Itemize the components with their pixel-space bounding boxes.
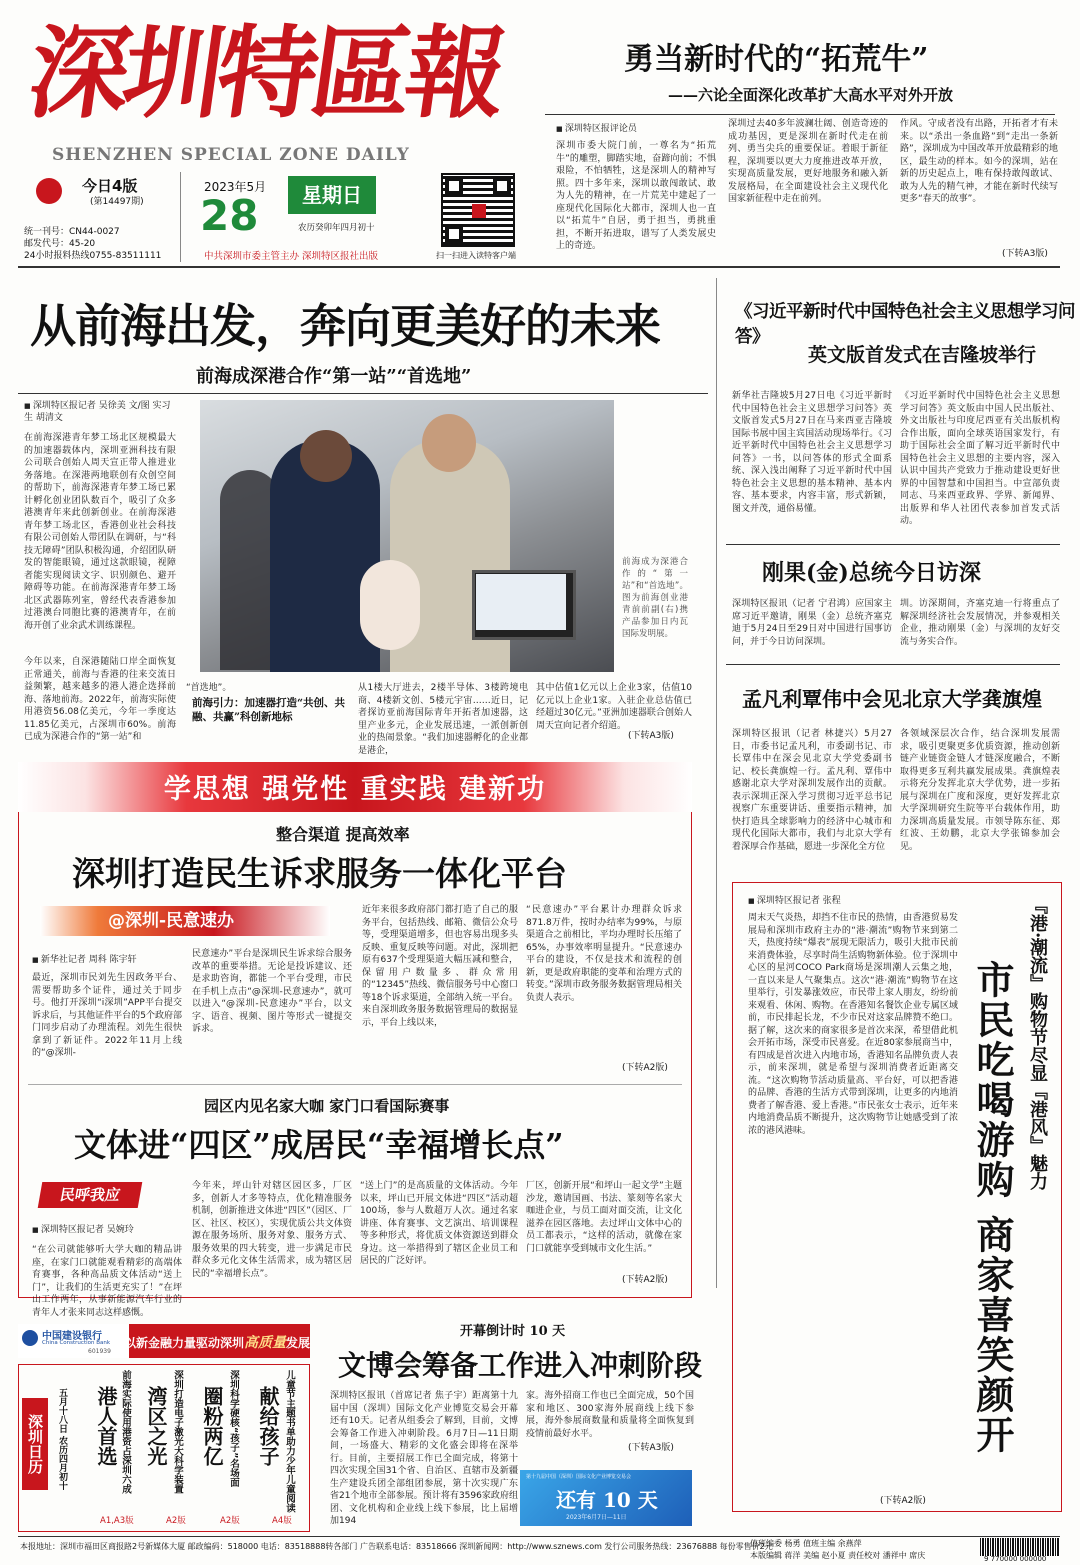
index-item-4-page: A4版 [272,1516,292,1526]
culture-col1: “在公司就能够听大学大咖的精品讲座，在家门口就能观看精彩的高端体育赛事，各种高品质文体活动“送上门”，让我们的生活更充实了！”在坪山工作两年，从事新能源汽车行业的青年人才张来同志这样感慨。 [32,1245,182,1318]
index-label: 深圳日历 [22,1398,48,1490]
culture-title: 文体进“四区”成居民“幸福增长点” [74,1126,564,1164]
footer-staff-2: 本版编辑 蒋洋 美编 赵小夏 责任校对 潘祥中 席庆 [750,1551,926,1560]
shopping-continued: (下转A2版) [880,1496,926,1506]
photo-caption: 前海成为深港合作的“第一站”和“首选地”。图为前海创业港青前前副(右)携产品参加日内瓦国际发明展。 [622,557,688,639]
expo-kicker: 开幕倒计时 10 天 [460,1324,566,1339]
divider [716,278,717,1288]
hotline: 24小时报料热线0755-83511111 [24,251,162,261]
culture-kicker: 园区内见名家大咖 家门口看国际赛事 [204,1097,450,1115]
lead-continued: (下转A3版) [628,731,674,741]
book-subtitle: 英文版首发式在吉隆坡举行 [808,344,1037,366]
expo-poster-main: 还有 10 天 [556,1488,658,1512]
lunar-date: 农历癸卯年四月初十 [298,223,375,233]
service-title: 深圳打造民生诉求服务一体化平台 [72,854,567,893]
divider [18,266,1060,268]
congo-title: 刚果(金)总统今日访深 [762,560,981,586]
index-item-4-title[interactable]: 献给孩子 [256,1386,280,1466]
service-badge: @深圳-民意速办 [40,906,330,936]
bank-slogan-text: 以新金融力量驱动深圳 [124,1336,245,1350]
edition-label: 今日4版 [82,177,138,195]
culture-continued: (下转A2版) [622,1275,668,1285]
shopping-byline: ■ 深圳特区报记者 张程 [748,893,841,906]
bank-name: 中国建设银行 [42,1331,102,1342]
footer-staff-1: 值班编委 杨勇 值班主编 余燕萍 [750,1539,862,1548]
lead-col4: 其中估值1亿元以上企业3家，估值10亿元以上企业1家。入驻企业总估值已经超过30亿元。”亚洲加速器联合创始人周天宣向记者介绍道。 [536,683,692,731]
theme-banner-text: 学思想 强党性 重实践 建新功 [163,774,547,805]
bank-slogan-end: 发展 [286,1336,311,1350]
editorial-col2: 深圳过去40多年波澜壮阔、创造奇迹的成功基因，更是深圳在新时代走在前列、勇当尖兵的重要保证。着眼于新征程，深圳要以更大力度推进改革开放，实现高质量发展，更好地服务和融入新发展格局，在全面建设社会主义现代化国家新征程中走在前列。 [728,119,888,204]
cn-number: 统一刊号：CN44-0027 [24,227,120,237]
bank-stock-code: 601939 [88,1348,111,1355]
editorial-col3: 作风。守成者没有出路，开拓者才有未来。以“杀出一条血路”到“走出一条新路”，深圳成为中国改革开放最精彩的地区，最生动的样本。如今的深圳，站在新的历史起点上，唯有保持敢闯敢试、敢为人先的精气神，才能在新时代续写更多“春天的故事”。 [900,119,1058,204]
culture-badge: 民呼我应 [38,1182,143,1208]
bank-logo-icon [22,1330,38,1346]
expo-poster-top: 第十九届中国（深圳）国际文化产业博览交易会 [526,1474,632,1480]
pku-title: 孟凡利覃伟中会见北京大学龚旗煌 [742,687,1042,711]
barcode-number: 9 770000 000000 [984,1555,1047,1563]
culture-col3: “送上门”的是高质量的文体活动。今年以来，坪山已开展文体进“四区”活动超100场，参与人数超万人次。通过名家讲座、体育赛事、文艺演出、培训课程等多种形式，将优质文体资源送到群众身边。这一举措得到了辖区企业员工和居民的广泛好评。 [360,1181,518,1266]
lead-title: 从前海出发，奔向更美好的未来 [30,299,660,353]
index-item-1-title[interactable]: 港人首选 [94,1386,118,1466]
lead-subtitle: 前海成深港合作“第一站”“首选地” [196,366,472,387]
divider [726,664,1060,665]
bank-name-en: China Construction Bank [42,1340,111,1346]
qr-code-icon[interactable] [441,173,515,247]
bank-slogan [124,1332,310,1352]
index-item-1-page: A1,A3版 [100,1516,134,1526]
divider [726,544,1060,545]
culture-byline: ■ 深圳特区报记者 吴婉玲 [32,1222,134,1235]
index-item-4-sub: 儿童节主题书单助力少年儿童阅读 [284,1370,295,1513]
service-col3: 近年来很多政府部门都打造了自己的服务平台，包括热线、邮箱、微信公众号等，受理渠道增多，但也容易出现多头反映、重复反映等问题。对此，深圳把原有637个受理渠道大幅压减和整合，保留用户数量多、群众常用的“12345”热线、微信服务号中心窗口等18个诉求渠道，全部纳入统一平台。来自深圳政务服务数据管理局的数据显示，平台上线以来， [362,905,518,1028]
expo-poster-date: 2023年6月7日—11日 [566,1514,627,1521]
index-item-2-sub: 深圳打造电子激光大科学装置 [172,1370,183,1494]
congo-col1: 深圳特区报讯（记者 宁君鸿）应国家主席习近平邀请，刚果（金）总统齐塞克迪于5月24日至29日对中国进行国事访问，并于今日访问深圳。 [732,599,892,647]
lead-byline: ■ 深圳特区报记者 吴徐美 文/图 实习生 胡清文 [24,400,174,424]
divider [18,1536,1060,1537]
lead-col1: 在前海深港青年梦工场北区规模最大的加速器载体内，深圳亚洲科技有限公司联合创始人周天宣正带人推进业务落地。在深港两地联创有众创空间的帮助下，前海深港青年梦工场已累计孵化创业团队数百个，吸引了众多港澳青年来此创新创业。在前海深港青年梦工场北区，香港创业社会科技有限公司创始人带团队在调研，与“科技无障碍”团队积极沟通，介绍团队研发的智能眼镜，通过这款眼镜，视障者能实现阅读文字、识别颜色、避开障碍等功能。在前海深港青年梦工场北区武器陈列室，曾经代表香港参加过港澳台同胞比赛的港澳青年，在前海开创了业余武术训练课程。 [24,433,176,631]
masthead-title: 深圳特區報 [21,14,509,132]
expo-continued: (下转A3版) [628,1443,674,1453]
service-col1: 最近，深圳市民刘先生因政务平台、需要帮助多个证件，通过关于同步号。他打开深圳“i深圳”APP平台提交诉求后，与其他证件平台的5个政府部门同步启动了办理流程。刘先生很快拿到了新证件。2022年11月上线的“@深圳- [32,973,182,1058]
shopping-main-title: 市民吃喝游购 商家喜笑颜开 [970,960,1015,1456]
lead-photo [200,400,614,672]
index-item-2-page: A2版 [166,1516,186,1526]
qr-caption: 扫一扫进入读特客户端 [436,251,516,260]
newspaper-logo-icon [36,178,62,204]
book-col1: 新华社吉隆坡5月27日电《习近平新时代中国特色社会主义思想学习问答》英文版首发式5月27日在马来西亚吉隆坡国际书展中国主宾国活动现场举行。《习近平新时代中国特色社会主义思想学习问答》一书，以问答体的形式全面系统、深入浅出阐释了习近平新时代中国特色社会主义思想的基本精神、基本内容、基本要求，内容丰富，形式新颖，图文并茂，通俗易懂。 [732,391,892,514]
book-col2: 《习近平新时代中国特色社会主义思想学习问答》英文版由中国人民出版社、外文出版社与印度尼西亚有关出版机构合作出版，面向全球英语国家发行，有助于国际社会全面了解习近平新时代中国特色社会主义思想的主要内容，深入认识中国共产党致力于推动建设更好世界的中国智慧和中国担当。中宣部负责同志、马来西亚政界、学界、新闻界、出版界和华人社团代表参加首发式活动。 [900,391,1060,526]
editorial-subtitle: ——六论全面深化改革扩大高水平对外开放 [668,86,954,104]
service-byline: ■ 新华社记者 周科 陈宇轩 [32,952,137,965]
lead-col3-subhead: 前海引力：加速器打造“共创、共融、共赢”科创新地标 [192,697,346,723]
index-item-3-sub: 深圳科学硬核“孩子”名场面 [228,1370,239,1487]
service-continued: (下转A2版) [622,1063,668,1073]
editorial-col1: 深圳市委大院门前，一尊名为“拓荒牛”的雕塑，脚踏实地，奋蹄向前；不惧艰险，不怕牺牲，这是深圳人的精神写照。四十多年来，深圳以敢闯敢试、敢为人先的精神，在一片荒芜中建起了一座现代化国际化大都市，深圳人也一直以“拓荒牛”自居，勇于担当，勇挑重担，不断开拓进取，谱写了人类发展史上的奇迹。 [556,141,716,251]
bank-slogan-emph: 高质量 [244,1335,287,1351]
service-col2: 民意速办”平台是深圳民生诉求综合服务改革的重要举措。无论是投诉建议、还是求助咨询，都能一个平台受理，市民在手机上点击“@深圳-民意速办”，就可以进入“@深圳-民意速办”平台，以文字、语音、视频、图片等形式一键提交诉求。 [192,949,352,1034]
barcode-icon [980,1538,1060,1556]
culture-col2: 今年来，坪山针对辖区园区多，厂区多，创新人才多等特点，优化精准服务机制，创新推进文体进“四区”（园区、厂区、社区、校区），实现优质公共文体资源在服务场所、服务对象、服务方式、服务效果的四大转变，进一步满足市民群众多元化文体生活需求，成为辖区居民的“幸福增长点”。 [192,1181,352,1279]
date-day: 28 [200,191,259,240]
service-kicker: 整合渠道 提高效率 [276,825,410,844]
editorial-byline: ■ 深圳特区报评论员 [556,121,637,134]
book-title: 《习近平新时代中国特色社会主义思想学习问答》 [735,302,1075,347]
divider [545,114,1055,115]
editorial-title: 勇当新时代的“拓荒牛” [624,42,929,77]
expo-col2: 家。海外招商工作也已全面完成，50个国家和地区、300家海外展商线上线下参展，海外参展商数量和质量将全面恢复到疫情前最好水平。 [526,1391,694,1439]
index-item-1-sub: 前海实际使用港资占深圳六成 [120,1370,131,1494]
expo-title: 文博会筹备工作进入冲刺阶段 [338,1349,703,1382]
index-date: 五月十八日 农历四月初十 [57,1388,67,1491]
index-item-2-title[interactable]: 湾区之光 [144,1386,168,1466]
index-item-3-title[interactable]: 圈粉两亿 [200,1386,224,1466]
service-col4: “民意速办”平台累计办理群众诉求871.8万件，按时办结率为99%，与原渠道合之前相比，平均办理时长压缩了65%，办事效率明显提升。“民意速办平台的建设，不仅是技术和流程的创新，更是政府职能的变革和治理方式的转变。”深圳市政务服务数据管理局相关负责人表示。 [526,905,682,1003]
divider [28,1084,682,1085]
lead-col2: 今年以来，自深港随陆口岸全面恢复正常通关，前海与香港的往来交流日益频繁，越来越多的港人港企选择前海、落地前海。2022年，前海实际使用港资56.08亿美元，今年一季度达11.85亿美元，占深圳市60%。前海已成为深港合作的“第一站”和 [24,657,176,742]
editorial-continued: (下转A3版) [1002,249,1048,259]
weekday-badge: 星期日 [288,176,376,214]
culture-col4: 厂区，创新开展“和坪山一起文学”主题沙龙，邀请国画、书法、篆刻等名家大咖进企业，与员工面对面交流，让文化滋养在园区落地。去过坪山文体中心的员工都表示，“这样的活动，就像在家门口就能享受到城市文化生活。” [526,1181,682,1254]
shopping-vertical-title: 『港·潮流』购物节尽显『港风』魅力 [1027,896,1048,1191]
lead-col3-head: “首选地”。 [186,683,232,693]
divider [18,393,708,394]
masthead-english: SHENZHEN SPECIAL ZONE DAILY [52,145,410,165]
pku-col1: 深圳特区报讯（记者 林捷兴）5月27日，市委书记孟凡利，市委副书记、市长覃伟中在深会见北京大学党委副书记、校长龚旗煌一行。孟凡利、覃伟中感谢北京大学对深圳发展作出的贡献。表示深圳正深入学习贯彻习近平总书记视察广东重要讲话、重要指示精神，加快打造具全球影响力的经济中心城市和现代化国际大都市，我们与北京大学有着深厚合作基础，愿进一步深化全方位 [732,729,892,852]
congo-col2: 圳。访深期间，齐塞克迪一行将重点了解深圳经济社会发展情况，并参观相关企业，推动刚果（金）与深圳的友好交流与务实合作。 [900,599,1060,647]
footer-address: 本报地址：深圳市福田区商报路2号新媒体大厦 邮政编码：518000 电话：83518888转各部门 广告联系电话：83518666 深圳新闻网：http://www.sznews.com 发行公司服务热线：23676888 每份零售价2元 [20,1542,773,1551]
date-year-month: 2023年5月 [204,180,267,194]
index-item-3-page: A2版 [220,1516,240,1526]
issue-number: (第14497期) [90,197,144,207]
expo-col1: 深圳特区报讯（首席记者 焦子宇）距离第十九届中国（深圳）国际文化产业博览交易会开幕还有10天。记者从组委会了解到，目前，文博会筹备工作进入冲刺阶段。6月7日—11日期间，一场盛大、精彩的文化盛会即将在深举行。目前，主要招展工作已全面完成，将第十四次实现全国31个省、自治区、直辖市及新疆生产建设兵团全部组团参展，第十次实现广东省21个地市全部参展。预计将有3596家政府组团、文化机构和企业线上线下参展，比上届增加194 [330,1391,518,1526]
pku-col2: 各领域深层次合作，结合深圳发展需求，吸引更聚更多优质资源，推动创新链产业链资金链人才链深度融合，不断取得更多互利共赢发展成果。龚旗煌表示将充分发挥北京大学优势，进一步拓展与深圳在广度和深度，更好发挥北京大学深圳研究生院等平台载体作用，助力深圳高质量发展。市领导陈东征、郑红波、王幼鹏，北京大学张锦参加会见。 [900,729,1060,852]
shopping-text: 周末天气炎热，却挡不住市民的热情，由香港贸易发展局和深圳市政府主办的“港·潮流”购物节来到第二天，热度持续“爆表”展现无限活力，吸引大批市民前来消费体验，尽享时尚生活购物新体验。位于深圳中心区的星河COCO Park商场是深圳潮人云集之地，一直以来是人气聚集点。这次“港·潮流”购物节在这里举行，引发暴涨效应，市民带上家人朋友，纷纷前来观看、休闲、购物。在香港知名餐饮企业专属区域前，市民排起长龙，不少市民对这家品牌赞不绝口。据了解，这次来的商家很多是首次来深，希望借此机会开拓市场，深受市民喜爱。在近80家参展商当中，有四成是首次进入内地市场，香港知名品牌负责人表示，前来深圳，就是希望与深圳消费者近距离交流。“这次购物节活动质量高、平台好，可以把香港的品牌、香港的生活方式带到深圳，让更多的内地消费者了解香港、爱上香港。”市民张女士表示，近年来内地消费品质不断提升，这次购物节让她感受到了浓浓的港风港味。 [748,913,958,1136]
sponsor-line: 中共深圳市委主管主办 深圳特区报社出版 [204,251,379,262]
postal-code: 邮发代号：45-20 [24,239,96,249]
lead-col3: 从1楼大厅进去，2楼半导体、3楼跨境电商、4楼新文创、5楼元宇宙……近日，记者探访亚前海国际青年开拓者加速器，这里产业多元，企业发展迅速，一派创新创业的热闹景象。“我们加速器孵化的企业都是港企， [358,683,528,756]
divider [180,172,181,262]
